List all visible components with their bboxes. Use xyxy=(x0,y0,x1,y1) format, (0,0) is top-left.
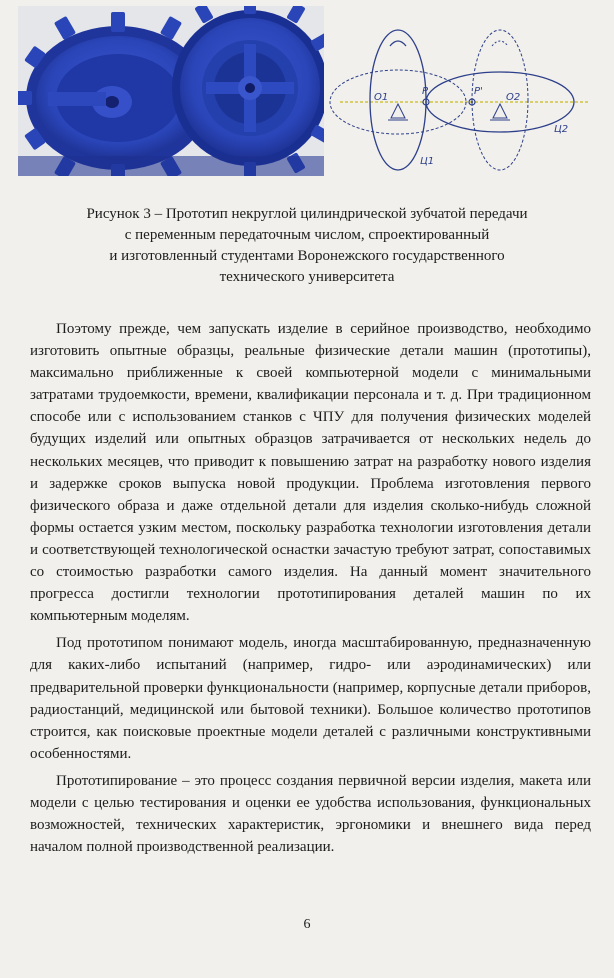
page-number: 6 xyxy=(303,917,311,932)
label-c1: Ц1 xyxy=(420,156,435,167)
gear-photo-icon xyxy=(18,6,324,176)
paragraph: Под прототипом понимают модель, иногда масштабированную, предназначенную для каких-либо испытаний (например, гидро- или аэродинамических) или предварительной проверки функциональности (например, корпусные детали приборов, радиостанций, медицинской или бытовой техники). Большое количество прототипов строится, как поисковые проектные модели деталей с различными конструктивными особенностями. xyxy=(30,635,591,762)
label-o2: O2 xyxy=(506,92,521,103)
gear-schematic-diagram xyxy=(330,22,614,182)
label-p: P xyxy=(422,86,429,97)
paragraph: Прототипирование – это процесс создания первичной версии изделия, макета или модели с целью тестирования и оценки ее удобства использования, функциональных возможностей, технических характеристик, эргономики и внешнего вида перед началом полной производственной реализации. xyxy=(30,772,591,856)
label-c2: Ц2 xyxy=(554,124,569,135)
caption-line: Рисунок 3 – Прототип некруглой цилиндрической зубчатой передачи xyxy=(86,206,528,222)
body-text xyxy=(30,318,591,858)
caption-line: и изготовленный студентами Воронежского государственного xyxy=(109,248,505,264)
caption-line: с переменным передаточным числом, спроектированный xyxy=(124,227,490,243)
paragraph: Поэтому прежде, чем запускать изделие в серийное производство, необходимо изготовить опытные образцы, реальные физические детали машин (прототипы), максимально приближенные к своей компьютерной модели с минимальными затратами трудоемкости, времени, квалификации персонала и т. д. При традиционном способе или с использованием станков с ЧПУ для получения физических моделей будущих изделий или опытных образцов затрачивается от нескольких недель до нескольких месяцев, что приводит к повышению затрат на разработку нового изделия и задержке сроков выпуска новой продукции. Проблема изготовления первого физического образа и даже отдельной детали для изделия сколько-нибудь сложной формы остается узким местом, поскольку разработка технологии изготовления детали и соответствующей технологической оснастки зачастую требуют затрат, сопоставимых со стоимостью разработки самого изделия. На данный момент значительного прогресса достигли технологии прототипирования деталей машин по их компьютерным моделям. xyxy=(30,321,591,625)
figure-caption xyxy=(30,204,584,288)
label-p-prime: P' xyxy=(474,86,483,97)
gear-prototype-photo xyxy=(18,6,324,176)
caption-line: технического университета xyxy=(219,269,395,285)
label-o1: O1 xyxy=(374,92,389,103)
figure xyxy=(0,6,614,182)
